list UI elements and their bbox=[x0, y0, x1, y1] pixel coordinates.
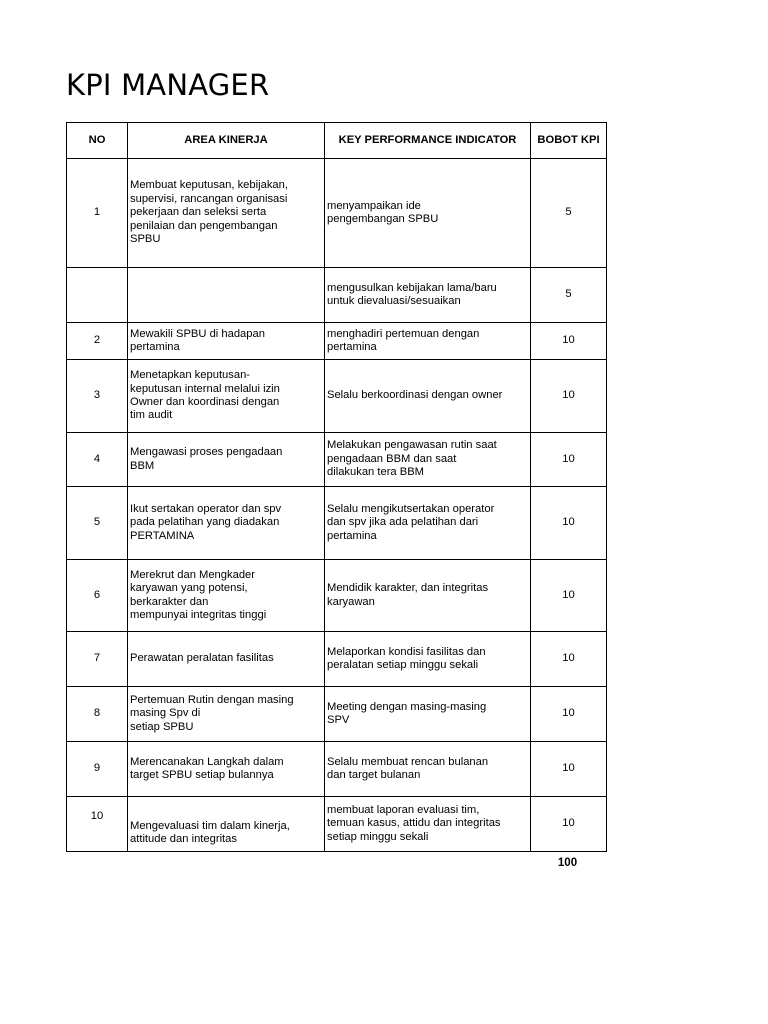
row-kpi-text: Meeting dengan masing-masing SPV bbox=[327, 700, 487, 726]
row-kpi-text: Melaporkan kondisi fasilitas dan peralatan setiap minggu sekali bbox=[327, 645, 486, 671]
row-kpi bbox=[325, 487, 531, 560]
row-no bbox=[67, 797, 128, 852]
row-area-text: Merekrut dan Mengkader karyawan yang potensi, berkarakter dan mempunyai integritas tinggi bbox=[130, 568, 267, 621]
row-area-kinerja bbox=[128, 268, 325, 323]
row-no-text: 8 bbox=[93, 707, 101, 720]
row-no-text: 1 bbox=[93, 206, 101, 219]
table-row bbox=[67, 687, 607, 742]
table-row bbox=[67, 560, 607, 632]
row-no bbox=[67, 323, 128, 360]
row-area-text: Membuat keputusan, kebijakan, supervisi, rancangan organisasi pekerjaan dan seleksi serta penilaian dan pengembangan SPBU bbox=[130, 179, 288, 246]
row-no bbox=[67, 560, 128, 632]
row-area-text: Menetapkan keputusan- keputusan internal melalui izin Owner dan koordinasi dengan tim audit bbox=[130, 369, 280, 422]
row-bobot-text: 10 bbox=[562, 817, 575, 830]
row-bobot bbox=[531, 159, 607, 268]
row-no-text: 5 bbox=[93, 516, 101, 529]
row-kpi bbox=[325, 323, 531, 360]
row-area-kinerja bbox=[128, 687, 325, 742]
header-bobot-kpi: BOBOT KPI bbox=[531, 123, 607, 159]
row-bobot bbox=[531, 687, 607, 742]
table-row bbox=[67, 323, 607, 360]
row-no bbox=[67, 742, 128, 797]
row-kpi-text: menghadiri pertemuan dengan pertamina bbox=[327, 327, 480, 353]
row-bobot bbox=[531, 268, 607, 323]
row-area-text: Pertemuan Rutin dengan masing masing Spv di setiap SPBU bbox=[130, 693, 294, 733]
row-no bbox=[67, 433, 128, 487]
row-area-kinerja bbox=[128, 433, 325, 487]
header-key-performance-indicator: KEY PERFORMANCE INDICATOR bbox=[325, 123, 531, 159]
row-area-kinerja bbox=[128, 159, 325, 268]
row-bobot-text: 5 bbox=[565, 206, 572, 219]
row-no bbox=[67, 632, 128, 687]
row-no-text: 6 bbox=[93, 588, 101, 601]
row-bobot-text: 10 bbox=[562, 588, 575, 601]
row-area-kinerja bbox=[128, 797, 325, 852]
row-no bbox=[67, 360, 128, 433]
row-kpi-text: mengusulkan kebijakan lama/baru untuk dievaluasi/sesuaikan bbox=[327, 281, 497, 307]
row-kpi bbox=[325, 632, 531, 687]
row-no-text: 10 bbox=[90, 810, 104, 822]
row-no-text: 7 bbox=[93, 652, 101, 665]
row-area-kinerja bbox=[128, 323, 325, 360]
row-area-kinerja bbox=[128, 360, 325, 433]
table-row bbox=[67, 360, 607, 433]
row-bobot bbox=[531, 433, 607, 487]
row-bobot bbox=[531, 632, 607, 687]
row-bobot-text: 10 bbox=[562, 707, 575, 720]
table-row bbox=[67, 159, 607, 268]
row-area-text: Mengevaluasi tim dalam kinerja, attitude dan integritas bbox=[130, 819, 290, 845]
bobot-total: 100 bbox=[557, 857, 578, 869]
row-no bbox=[67, 159, 128, 268]
row-kpi-text: membuat laporan evaluasi tim, temuan kasus, attidu dan integritas setiap minggu sekali bbox=[327, 803, 501, 843]
row-bobot-text: 5 bbox=[565, 288, 572, 301]
row-kpi-text: Mendidik karakter, dan integritas karyawan bbox=[327, 582, 489, 608]
row-kpi bbox=[325, 268, 531, 323]
page-title: KPI MANAGER bbox=[66, 68, 270, 102]
row-kpi bbox=[325, 360, 531, 433]
row-kpi bbox=[325, 159, 531, 268]
table-header-row bbox=[67, 123, 607, 159]
row-kpi-text: Melakukan pengawasan rutin saat pengadaan BBM dan saat dilakukan tera BBM bbox=[327, 439, 497, 479]
row-bobot bbox=[531, 797, 607, 852]
row-bobot bbox=[531, 560, 607, 632]
row-no-text: 9 bbox=[93, 762, 101, 775]
table-row bbox=[67, 742, 607, 797]
row-no-text: 4 bbox=[93, 452, 101, 465]
table-row bbox=[67, 268, 607, 323]
row-area-kinerja bbox=[128, 487, 325, 560]
table-row bbox=[67, 433, 607, 487]
row-kpi bbox=[325, 560, 531, 632]
row-bobot bbox=[531, 487, 607, 560]
row-no bbox=[67, 687, 128, 742]
row-bobot-text: 10 bbox=[562, 452, 575, 465]
row-kpi bbox=[325, 797, 531, 852]
row-area-text: Mewakili SPBU di hadapan pertamina bbox=[130, 327, 265, 353]
row-bobot-text: 10 bbox=[562, 762, 575, 775]
row-area-text: Perawatan peralatan fasilitas bbox=[130, 652, 274, 665]
row-kpi-text: menyampaikan ide pengembangan SPBU bbox=[327, 199, 439, 225]
row-kpi bbox=[325, 433, 531, 487]
row-bobot-text: 10 bbox=[562, 516, 575, 529]
table-row bbox=[67, 487, 607, 560]
table-row bbox=[67, 632, 607, 687]
row-no bbox=[67, 487, 128, 560]
row-area-text: Ikut sertakan operator dan spv pada pelatihan yang diadakan PERTAMINA bbox=[130, 502, 282, 542]
row-kpi-text: Selalu mengikutsertakan operator dan spv jika ada pelatihan dari pertamina bbox=[327, 502, 495, 542]
row-kpi-text: Selalu berkoordinasi dengan owner bbox=[327, 389, 503, 402]
row-no bbox=[67, 268, 128, 323]
table-row bbox=[67, 797, 607, 852]
row-area-kinerja bbox=[128, 560, 325, 632]
row-bobot-text: 10 bbox=[562, 389, 575, 402]
row-bobot bbox=[531, 742, 607, 797]
row-area-kinerja bbox=[128, 742, 325, 797]
header-area-kinerja: AREA KINERJA bbox=[128, 123, 325, 159]
row-kpi bbox=[325, 742, 531, 797]
row-bobot-text: 10 bbox=[562, 334, 575, 347]
row-bobot bbox=[531, 323, 607, 360]
row-kpi bbox=[325, 687, 531, 742]
kpi-table bbox=[66, 122, 607, 852]
row-area-text: Mengawasi proses pengadaan BBM bbox=[130, 446, 283, 472]
row-bobot-text: 10 bbox=[562, 652, 575, 665]
row-area-kinerja bbox=[128, 632, 325, 687]
row-area-text: Merencanakan Langkah dalam target SPBU setiap bulannya bbox=[130, 755, 284, 781]
header-no: NO bbox=[67, 123, 128, 159]
row-bobot bbox=[531, 360, 607, 433]
row-no-text: 2 bbox=[93, 334, 101, 347]
row-no-text: 3 bbox=[93, 389, 101, 402]
row-kpi-text: Selalu membuat rencan bulanan dan target bulanan bbox=[327, 755, 489, 781]
